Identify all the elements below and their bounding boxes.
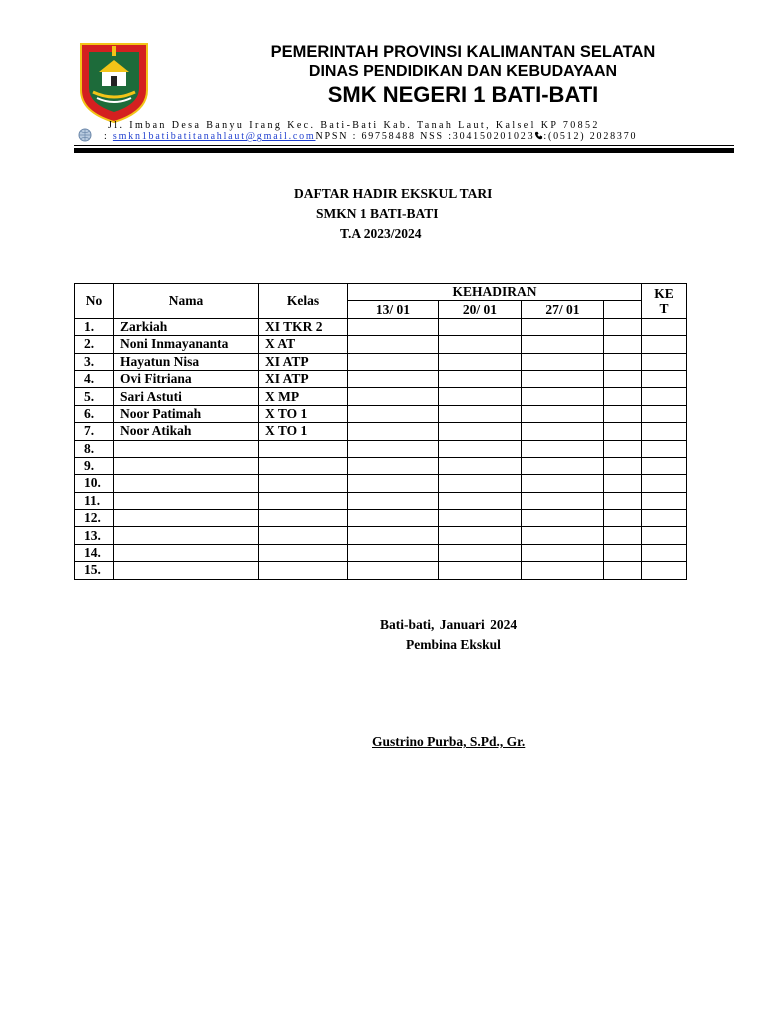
cell-date-2 <box>439 492 522 509</box>
cell-kelas <box>259 457 348 474</box>
table-row <box>75 457 687 474</box>
cell-date-2 <box>439 423 522 440</box>
cell-ket <box>642 405 687 422</box>
cell-no: 1. <box>75 318 114 335</box>
table-row <box>75 492 687 509</box>
table-row <box>75 336 687 353</box>
table-row <box>75 527 687 544</box>
school-heading: SMK NEGERI 1 BATI-BATI <box>327 82 599 107</box>
cell-date-1 <box>348 457 439 474</box>
header-kehadiran: KEHADIRAN <box>348 284 642 301</box>
cell-date-3 <box>522 405 604 422</box>
cell-ket <box>642 370 687 387</box>
cell-kelas: X AT <box>259 336 348 353</box>
cell-date-4 <box>604 336 642 353</box>
header-date-1: 13/ 01 <box>348 301 439 318</box>
cell-nama <box>114 475 259 492</box>
document-subtitle-year: T.A 2023/2024 <box>340 226 422 241</box>
header-ket <box>642 284 687 319</box>
cell-date-2 <box>439 388 522 405</box>
header-ket-label: KE T <box>654 285 674 316</box>
cell-date-3 <box>522 440 604 457</box>
cell-date-2 <box>439 475 522 492</box>
cell-date-4 <box>604 492 642 509</box>
cell-kelas: XI ATP <box>259 353 348 370</box>
cell-date-4 <box>604 457 642 474</box>
cell-nama: Noni Inmayananta <box>114 336 259 353</box>
cell-no: 9. <box>75 457 114 474</box>
cell-date-1 <box>348 562 439 579</box>
cell-kelas <box>259 562 348 579</box>
cell-ket <box>642 492 687 509</box>
letterhead-divider-thin <box>74 145 734 146</box>
cell-date-3 <box>522 457 604 474</box>
cell-date-1 <box>348 405 439 422</box>
cell-ket <box>642 475 687 492</box>
department-heading: DINAS PENDIDIKAN DAN KEBUDAYAAN <box>308 63 618 80</box>
cell-date-1 <box>348 370 439 387</box>
cell-date-3 <box>522 562 604 579</box>
cell-date-4 <box>604 510 642 527</box>
attendance-table <box>74 283 687 580</box>
cell-nama: Sari Astuti <box>114 388 259 405</box>
cell-date-4 <box>604 423 642 440</box>
header-no: No <box>75 284 114 319</box>
cell-no: 4. <box>75 370 114 387</box>
signature-place-date: Bati-bati, Januari 2024 <box>380 617 518 632</box>
cell-date-2 <box>439 370 522 387</box>
header-kelas: Kelas <box>259 284 348 319</box>
globe-icon <box>78 128 92 142</box>
cell-date-3 <box>522 336 604 353</box>
table-row <box>75 388 687 405</box>
cell-no: 11. <box>75 492 114 509</box>
cell-nama: Noor Atikah <box>114 423 259 440</box>
cell-no: 14. <box>75 544 114 561</box>
cell-date-2 <box>439 510 522 527</box>
cell-date-1 <box>348 388 439 405</box>
document-title: DAFTAR HADIR EKSKUL TARI <box>294 186 493 201</box>
cell-date-4 <box>604 440 642 457</box>
cell-date-1 <box>348 336 439 353</box>
cell-date-1 <box>348 475 439 492</box>
cell-date-3 <box>522 492 604 509</box>
table-row <box>75 562 687 579</box>
header-nama: Nama <box>114 284 259 319</box>
cell-nama <box>114 544 259 561</box>
email-link[interactable]: smkn1batibatitanahlaut@gmail.com <box>112 131 316 142</box>
cell-date-3 <box>522 318 604 335</box>
cell-date-4 <box>604 353 642 370</box>
cell-ket <box>642 562 687 579</box>
cell-date-3 <box>522 510 604 527</box>
cell-date-4 <box>604 370 642 387</box>
cell-date-3 <box>522 544 604 561</box>
cell-date-2 <box>439 405 522 422</box>
cell-no: 2. <box>75 336 114 353</box>
cell-nama: Ovi Fitriana <box>114 370 259 387</box>
cell-ket <box>642 353 687 370</box>
cell-date-3 <box>522 370 604 387</box>
header-date-2: 20/ 01 <box>439 301 522 318</box>
contact-line <box>104 131 637 142</box>
cell-nama <box>114 492 259 509</box>
cell-no: 15. <box>75 562 114 579</box>
table-row <box>75 440 687 457</box>
cell-kelas: X TO 1 <box>259 423 348 440</box>
cell-nama <box>114 510 259 527</box>
contact-prefix: : <box>104 131 113 142</box>
cell-date-1 <box>348 544 439 561</box>
cell-nama <box>114 527 259 544</box>
table-row <box>75 475 687 492</box>
cell-ket <box>642 388 687 405</box>
cell-date-1 <box>348 440 439 457</box>
cell-no: 7. <box>75 423 114 440</box>
cell-ket <box>642 527 687 544</box>
cell-date-4 <box>604 544 642 561</box>
cell-no: 5. <box>75 388 114 405</box>
cell-nama: Zarkiah <box>114 318 259 335</box>
cell-nama: Noor Patimah <box>114 405 259 422</box>
table-header-row <box>75 284 687 301</box>
cell-ket <box>642 440 687 457</box>
cell-kelas: XI TKR 2 <box>259 318 348 335</box>
cell-date-4 <box>604 475 642 492</box>
cell-kelas: X MP <box>259 388 348 405</box>
table-row <box>75 370 687 387</box>
cell-date-1 <box>348 318 439 335</box>
cell-ket <box>642 457 687 474</box>
cell-kelas <box>259 475 348 492</box>
header-date-4 <box>604 301 642 318</box>
cell-date-3 <box>522 475 604 492</box>
cell-no: 13. <box>75 527 114 544</box>
cell-date-2 <box>439 562 522 579</box>
cell-no: 3. <box>75 353 114 370</box>
cell-nama <box>114 562 259 579</box>
table-row <box>75 544 687 561</box>
cell-date-1 <box>348 492 439 509</box>
letterhead-divider-thick <box>74 148 734 153</box>
cell-date-3 <box>522 527 604 544</box>
cell-nama: Hayatun Nisa <box>114 353 259 370</box>
cell-nama <box>114 457 259 474</box>
government-heading: PEMERINTAH PROVINSI KALIMANTAN SELATAN <box>270 43 656 61</box>
table-row <box>75 318 687 335</box>
cell-date-1 <box>348 510 439 527</box>
cell-ket <box>642 510 687 527</box>
cell-date-2 <box>439 527 522 544</box>
cell-date-4 <box>604 405 642 422</box>
cell-no: 6. <box>75 405 114 422</box>
cell-no: 8. <box>75 440 114 457</box>
cell-kelas <box>259 527 348 544</box>
cell-ket <box>642 318 687 335</box>
cell-date-1 <box>348 353 439 370</box>
cell-date-1 <box>348 527 439 544</box>
attendance-rows <box>75 318 687 579</box>
cell-date-2 <box>439 457 522 474</box>
cell-date-2 <box>439 336 522 353</box>
cell-no: 10. <box>75 475 114 492</box>
cell-date-2 <box>439 318 522 335</box>
cell-kelas <box>259 544 348 561</box>
cell-date-3 <box>522 388 604 405</box>
table-row <box>75 405 687 422</box>
provincial-emblem-logo <box>79 42 149 124</box>
npsn-text: NPSN : 69758488 NSS :304150201023 <box>315 131 535 142</box>
cell-ket <box>642 544 687 561</box>
cell-kelas: XI ATP <box>259 370 348 387</box>
cell-date-4 <box>604 388 642 405</box>
cell-date-4 <box>604 527 642 544</box>
cell-date-3 <box>522 353 604 370</box>
cell-date-2 <box>439 353 522 370</box>
cell-kelas <box>259 492 348 509</box>
table-row <box>75 353 687 370</box>
cell-nama <box>114 440 259 457</box>
header-date-3: 27/ 01 <box>522 301 604 318</box>
signature-role: Pembina Ekskul <box>406 637 501 652</box>
phone-number: :(0512) 2028370 <box>543 131 638 142</box>
cell-ket <box>642 423 687 440</box>
table-row <box>75 423 687 440</box>
cell-kelas <box>259 440 348 457</box>
cell-ket <box>642 336 687 353</box>
cell-no: 12. <box>75 510 114 527</box>
signature-name: Gustrino Purba, S.Pd., Gr. <box>372 734 526 749</box>
table-row <box>75 510 687 527</box>
cell-kelas <box>259 510 348 527</box>
school-address: Jl. Imban Desa Banyu Irang Kec. Bati-Bati Kab. Tanah Laut, Kalsel KP 70852 <box>108 120 600 131</box>
cell-date-2 <box>439 440 522 457</box>
cell-date-3 <box>522 423 604 440</box>
document-subtitle-school: SMKN 1 BATI-BATI <box>316 206 439 221</box>
cell-date-4 <box>604 562 642 579</box>
cell-kelas: X TO 1 <box>259 405 348 422</box>
cell-date-4 <box>604 318 642 335</box>
cell-date-1 <box>348 423 439 440</box>
cell-date-2 <box>439 544 522 561</box>
